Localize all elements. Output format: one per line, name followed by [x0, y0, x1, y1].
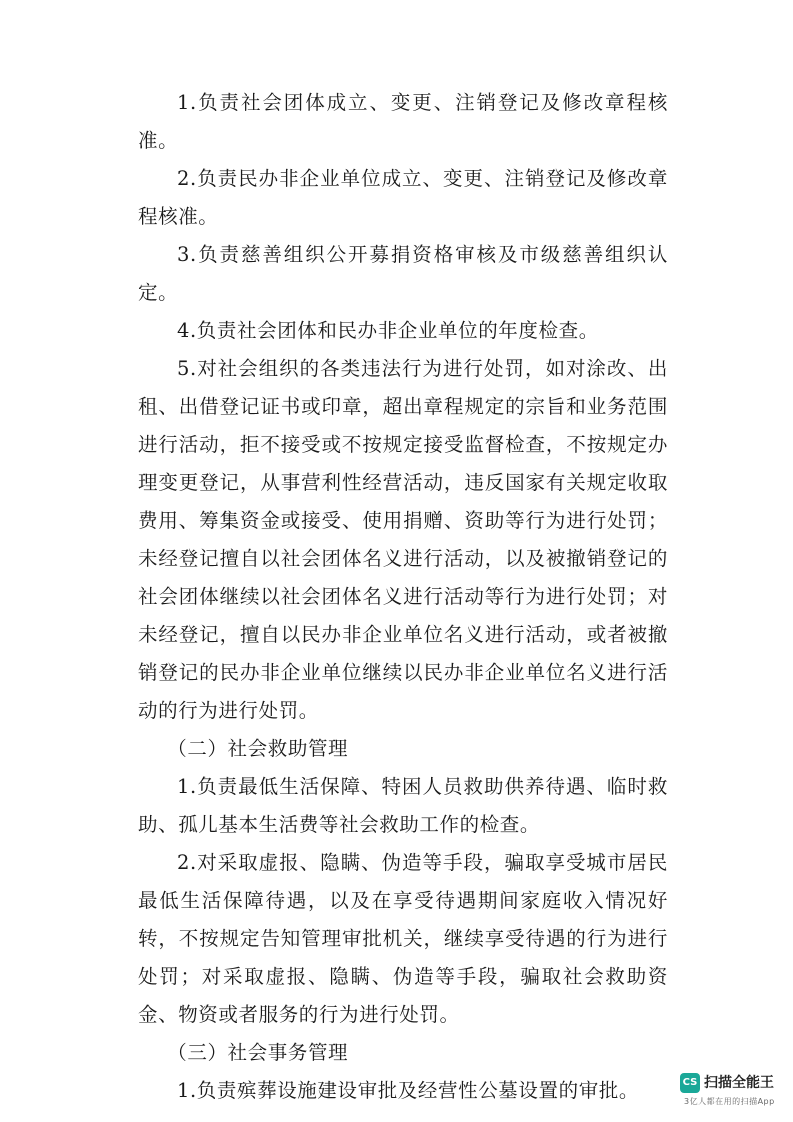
paragraph-7: 2.对采取虚报、隐瞒、伪造等手段，骗取享受城市居民最低生活保障待遇，以及在享受待遇期间家庭收入情况好转，不按规定告知管理审批机关，继续享受待遇的行为进行处罚；对采取虚报、隐瞒、伪造等手段，骗取社会救助资金、物资或者服务的行为进行处罚。 [138, 851, 668, 1026]
paragraph-3: 3.负责慈善组织公开募捐资格审核及市级慈善组织认定。 [138, 243, 668, 304]
paragraph-6: 1.负责最低生活保障、特困人员救助供养待遇、临时救助、孤儿基本生活费等社会救助工作的检查。 [138, 775, 668, 836]
watermark-app-name: 扫描全能王 [704, 1075, 774, 1091]
camscanner-logo-icon: CS [680, 1073, 700, 1093]
paragraph-1: 1.负责社会团体成立、变更、注销登记及修改章程核准。 [138, 91, 668, 152]
paragraph-4: 4.负责社会团体和民办非企业单位的年度检查。 [177, 319, 599, 342]
document-body [138, 84, 668, 1110]
section-heading-social-affairs: （三）社会事务管理 [167, 1041, 349, 1064]
section-heading-social-assistance: （二）社会救助管理 [167, 737, 349, 760]
paragraph-5: 5.对社会组织的各类违法行为进行处罚，如对涂改、出租、出借登记证书或印章，超出章程规定的宗旨和业务范围进行活动，拒不接受或不按规定接受监督检查，不按规定办理变更登记，从事营利性经营活动，违反国家有关规定收取费用、筹集资金或接受、使用捐赠、资助等行为进行处罚；未经登记擅自以社会团体名义进行活动，以及被撤销登记的社会团体继续以社会团体名义进行活动等行为进行处罚；对未经登记，擅自以民办非企业单位名义进行活动，或者被撤销登记的民办非企业单位继续以民办非企业单位名义进行活动的行为进行处罚。 [138, 357, 668, 722]
paragraph-8: 1.负责殡葬设施建设审批及经营性公墓设置的审批。 [177, 1079, 640, 1102]
scanner-watermark [680, 1070, 790, 1110]
watermark-tagline: 3亿人都在用的扫描App [684, 1097, 775, 1106]
paragraph-2: 2.负责民办非企业单位成立、变更、注销登记及修改章程核准。 [138, 167, 668, 228]
